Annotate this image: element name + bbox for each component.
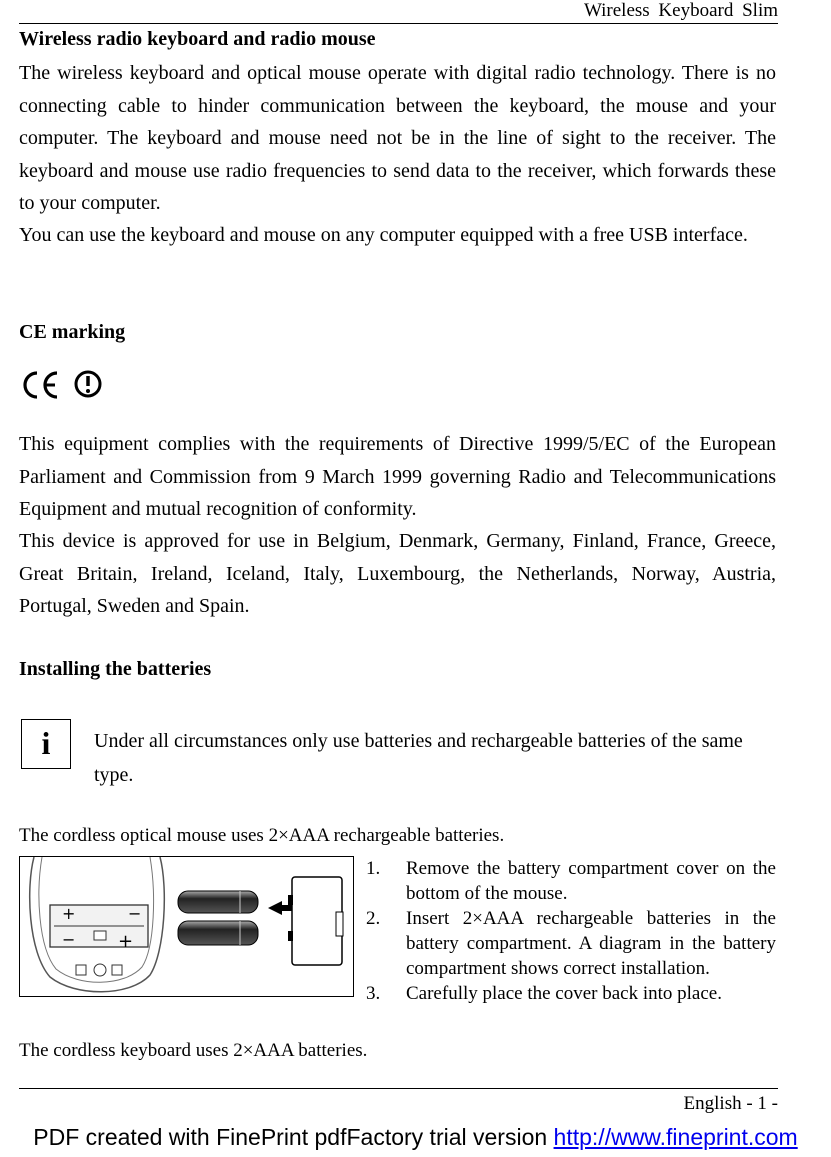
banner-text: PDF created with FinePrint pdfFactory trial version — [33, 1124, 554, 1150]
running-header: Wireless Keyboard Slim — [583, 0, 778, 21]
footer-rule — [19, 1088, 778, 1089]
fineprint-link[interactable]: http://www.fineprint.com — [553, 1124, 798, 1150]
step-text: Insert 2×AAA rechargeable batteries in the battery compartment. A diagram in the battery compartment shows correct installation. — [406, 908, 776, 979]
paragraph-countries: This device is approved for use in Belgium, Denmark, Germany, Finland, France, Greece, Great Britain, Ireland, Iceland, Italy, Luxembourg, the Netherlands, Norway, Austria, Portugal, Sweden and Spain. — [19, 530, 776, 617]
step-number: 3. — [366, 983, 381, 1004]
mouse-batteries-text: The cordless optical mouse uses 2×AAA rechargeable batteries. — [19, 825, 505, 846]
section-heading-wireless: Wireless radio keyboard and radio mouse — [19, 28, 376, 50]
page-number: English - 1 - — [683, 1093, 778, 1114]
step-number: 2. — [366, 908, 381, 929]
step-number: 1. — [366, 858, 381, 879]
svg-text:+: + — [62, 904, 76, 923]
paragraph-intro: The wireless keyboard and optical mouse operate with digital radio technology. There is no connecting cable to hinder communication between the keyboard, the mouse and your computer. The keyboard and mouse need not be in the line of sight to the receiver. The keyboard and mouse use radio frequencies to send data to the receiver, which forwards these to your computer. — [19, 62, 776, 214]
step-item — [366, 981, 776, 1006]
ce-marks — [22, 370, 104, 400]
pdf-trial-banner — [0, 1124, 831, 1151]
header-rule — [19, 23, 778, 24]
svg-text:−: − — [62, 930, 76, 949]
keyboard-batteries-text: The cordless keyboard uses 2×AAA batteries. — [19, 1040, 368, 1061]
step-text: Carefully place the cover back into place. — [406, 983, 722, 1004]
svg-text:+: + — [118, 931, 134, 952]
mouse-battery-illustration — [20, 857, 354, 997]
paragraph-usb: You can use the keyboard and mouse on any computer equipped with a free USB interface. — [19, 224, 748, 246]
step-text: Remove the battery compartment cover on the bottom of the mouse. — [406, 858, 776, 904]
ce-mark-icon — [22, 370, 104, 400]
battery-figure — [19, 856, 354, 997]
info-icon: i — [21, 719, 71, 769]
battery-steps — [366, 856, 776, 1006]
svg-text:−: − — [128, 904, 142, 923]
step-item — [366, 906, 776, 981]
section-heading-batteries: Installing the batteries — [19, 658, 212, 680]
info-note: Under all circumstances only use batteries and rechargeable batteries of the same type. — [94, 730, 743, 786]
section-heading-ce: CE marking — [19, 321, 126, 343]
paragraph-directive: This equipment complies with the requirements of Directive 1999/5/EC of the European Parliament and Commission from 9 March 1999 governing Radio and Telecommunications Equipment and mutual recognition of conformity. — [19, 433, 776, 520]
step-item — [366, 856, 776, 906]
